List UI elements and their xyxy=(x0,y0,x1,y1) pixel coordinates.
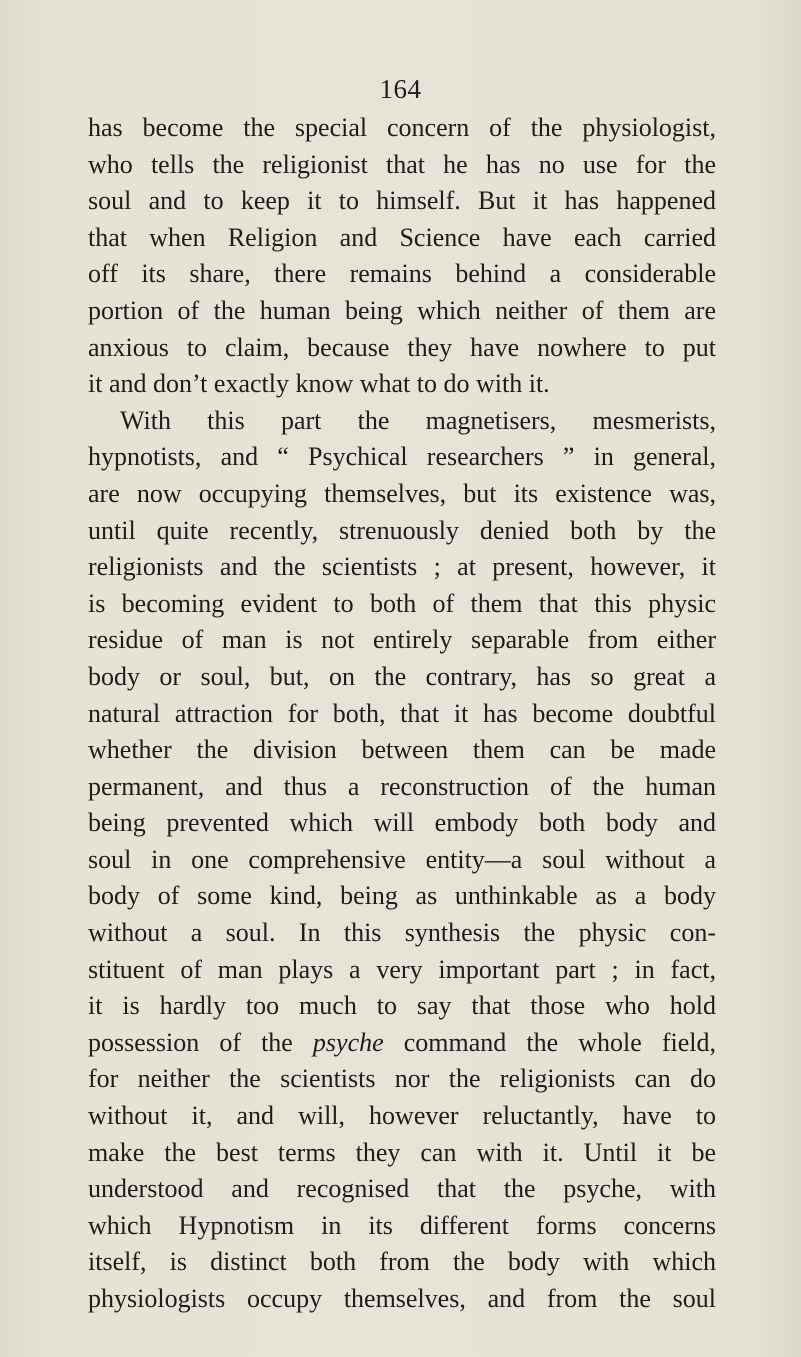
text-segment: possession of the xyxy=(88,1027,293,1057)
text-line: until quite recently, strenuously denied both by the xyxy=(88,515,716,545)
text-line: it is hardly too much to say that those who hold xyxy=(88,991,716,1021)
text-line: has become the special concern of the physiologist, xyxy=(88,113,716,142)
text-line: it and don’t exactly know what to do with it. xyxy=(88,369,550,399)
text-line: that when Religion and Science have each carried xyxy=(88,222,716,252)
text-line: permanent, and thus a reconstruction of the human xyxy=(88,771,716,801)
text-line: anxious to claim, because they have nowhere to put xyxy=(88,332,716,362)
text-line: are now occupying themselves, but its existence was, xyxy=(88,478,716,508)
text-line: which Hypnotism in its different forms concerns xyxy=(88,1210,716,1240)
text-line: make the best terms they can with it. Until it be xyxy=(88,1137,716,1167)
text-line xyxy=(88,1025,716,1062)
text-line: physiologists occupy themselves, and from the soul xyxy=(88,1284,716,1313)
text-line: is becoming evident to both of them that this physic xyxy=(88,588,716,618)
text-line: body of some kind, being as unthinkable as a body xyxy=(88,881,716,911)
text-line: without it, and will, however reluctantly, have to xyxy=(88,1101,716,1131)
text-line: being prevented which will embody both body and xyxy=(88,808,716,838)
italic-word-psyche: psyche xyxy=(312,1027,384,1057)
text-line: natural attraction for both, that it has become doubtful xyxy=(88,698,716,728)
body-text xyxy=(88,110,716,1318)
text-line: hypnotists, and “ Psychical researchers ” in general, xyxy=(88,442,716,472)
text-line: body or soul, but, on the contrary, has so great a xyxy=(88,661,716,691)
text-line: residue of man is not entirely separable from either xyxy=(88,625,716,655)
text-segment: command the whole field, xyxy=(403,1027,716,1057)
text-line: whether the division between them can be made xyxy=(88,735,716,765)
text-line: off its share, there remains behind a considerable xyxy=(88,259,716,289)
text-line: religionists and the scientists ; at present, however, it xyxy=(88,552,716,582)
page-number: 164 xyxy=(379,74,422,104)
text-line: for neither the scientists nor the religionists can do xyxy=(88,1064,716,1094)
text-line: portion of the human being which neither of them are xyxy=(88,295,716,325)
text-line: without a soul. In this synthesis the physic con- xyxy=(88,918,716,948)
text-line: who tells the religionist that he has no use for the xyxy=(88,149,716,179)
text-line: stituent of man plays a very important part ; in fact, xyxy=(88,954,716,984)
text-line: soul and to keep it to himself. But it has happened xyxy=(88,186,716,216)
text-line: understood and recognised that the psyche, with xyxy=(88,1174,716,1204)
text-line: itself, is distinct both from the body with which xyxy=(88,1247,716,1277)
text-line: With this part the magnetisers, mesmerists, xyxy=(120,405,716,435)
text-line: soul in one comprehensive entity—a soul without a xyxy=(88,844,716,874)
